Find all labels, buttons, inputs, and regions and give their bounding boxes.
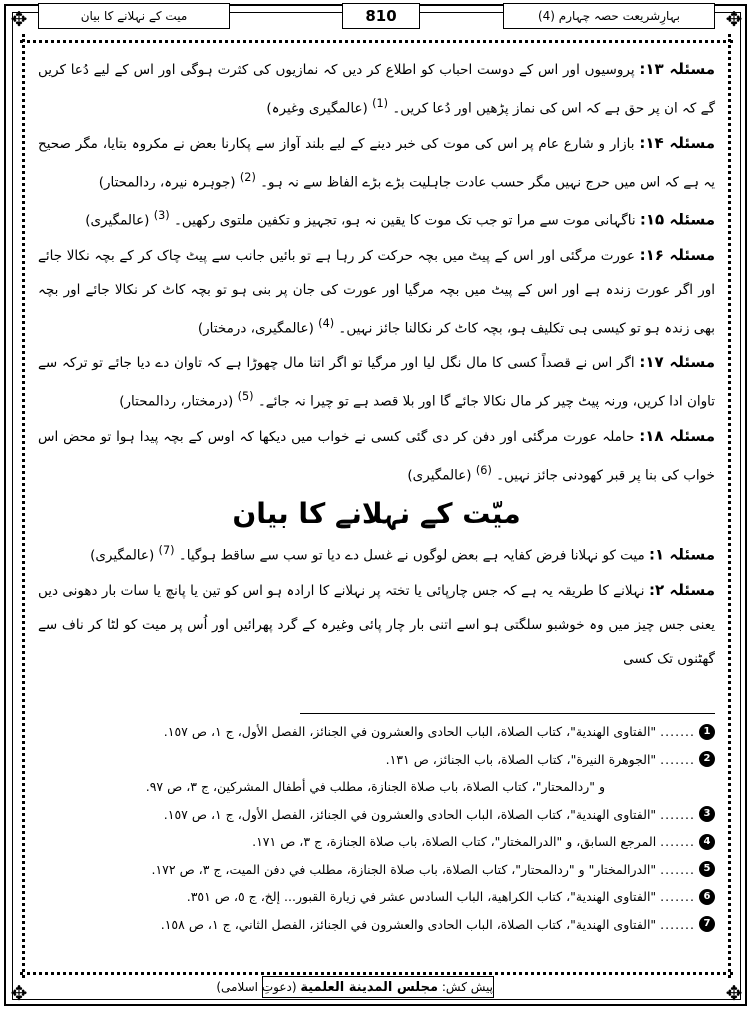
chapter-title: میت کے نہلانے کا بیان [38,3,230,29]
footnote-ref: (5) [237,390,254,403]
page-number: 810 [342,3,420,29]
masala-text: حاملہ عورت مرگئی اور دفن کر دی گئی کسی نے خواب میں دیکھا کہ اوس کے بچہ پیدا ہوا تو محض اس خواب کی بنا پر قبر کھودنی جائز نہیں۔ [38,428,715,483]
masala-source: (عالمگیری) [90,547,155,564]
footnote-ref: (2) [239,170,256,184]
masala-source: (عالمگیری وغیرہ) [266,100,368,117]
footnote-item [60,718,715,746]
footnote-item [60,801,715,829]
footnote-ref: (7) [158,544,175,557]
masala-label: مسئلہ ۱۳: [639,60,715,78]
footnote-ref: (6) [475,463,492,477]
footnote-leader: ....... [660,916,695,932]
corner-ornament-icon: ✥ [725,981,743,1005]
footnote-number: 7 [699,916,715,932]
footnote-item [60,911,715,939]
masala-text: پروسیوں اور اس کے دوست احباب کو اطلاع کر دیں کہ نمازیوں کی کثرت ہوگی اور اس کے لیے دُعا کریں گے کہ ان پر حق ہے کہ اس کی نماز پڑھیں اور دُعا کریں۔ [38,62,715,117]
footnote-text: و "ردالمحتار"، كتاب الصلاة، باب صلاة الجنازة، مطلب في أطفال المشركين، ج ٣، ص ٩٧. [145,779,605,794]
corner-ornament-icon: ✥ [10,981,28,1005]
footnote-text: "الفتاوى الهندية"، كتاب الصلاة، الباب الحادى والعشرون في الجنائز، الفصل الأول، ج ١، ص ١٥٧. [163,806,657,822]
footnote-text: "الفتاوى الهندية"، كتاب الكراهية، الباب السادس عشر في زيارة القبور... إلخ، ج ٥، ص ٣٥١. [186,889,657,904]
footnote-item [60,883,715,911]
masala-label: مسئلہ ۱۴: [639,133,716,152]
section-masala-1 [38,534,715,573]
footnote-continuation [60,773,715,801]
book-title: بہارِشریعت حصہ چہارم (4) [503,3,715,29]
masala-text: میت کو نہلانا فرض کفایہ ہے بعض لوگوں نے غسل دے دیا تو سب سے ساقط ہوگیا۔ [178,547,645,564]
masala-15 [38,199,715,238]
masala-label: مسئلہ ۱۶: [639,245,715,264]
corner-ornament-icon: ✥ [725,7,743,31]
main-content [38,52,715,676]
publisher-box [216,976,494,998]
footnote-leader: ....... [660,889,695,904]
publisher-subtitle: (دعوتِ اسلامی) [216,980,297,994]
masala-text: اگر اس نے قصداً کسی کا مال نگل لیا اور مرگیا تو اگر اتنا مال چھوڑا ہے کہ تاوان دے دیا جائے تو ترکہ سے تاوان ادا کریں، ورنہ پیٹ چیر کر مال نکالا جائے گا اور بلا قصد ہے تو چیرا نہ جائے۔ [38,355,715,410]
footnote-divider [300,713,715,714]
publisher-name: مجلس المدينة العلمية [300,980,439,995]
footnotes [60,718,715,938]
footnote-ref: (1) [372,97,389,110]
masala-source: (عالمگیری، درمختار) [197,320,314,336]
footnote-item [60,828,715,856]
footnote-leader: ....... [660,834,695,849]
masala-text: عورت مرگئی اور اس کے پیٹ میں بچہ حرکت کر رہا ہے تو بائیں جانب سے پیٹ چاک کر کے بچہ نکالا جائے اور اگر عورت زندہ ہے اور اس کے پیٹ میں بچہ مرگیا اور عورت کی جان پر بنی ہو تو بچہ کاٹ کر نکالا جائے اور بچہ بھی زندہ ہو تو کیسی ہی تکلیف ہو، بچہ کاٹ کر نکالنا جائز نہیں۔ [38,247,715,336]
masala-text: ناگہانی موت سے مرا تو جب تک موت کا یقین نہ ہو، تجہیز و تکفین ملتوی رکھیں۔ [173,212,636,229]
border-dots-top [20,40,733,43]
footnote-number: 4 [699,834,715,850]
footnote-item [60,746,715,774]
masala-13 [38,52,715,126]
masala-source: (درمختار، ردالمحتار) [119,393,234,410]
footnote-leader: ....... [660,724,695,739]
footnote-text: "الدرالمختار" و "ردالمحتار"، كتاب الصلاة، باب صلاة الجنازة، مطلب في دفن الميت، ج ٣، ص ١٧٢. [151,861,657,877]
footnote-item [60,856,715,884]
section-heading: میّت کے نہلانے کا بیان [232,497,521,530]
masala-label: مسئلہ ۱۷: [639,353,715,371]
footnote-text: "الفتاوى الهندية"، كتاب الصلاة، الباب الحادى والعشرون في الجنائز، الفصل الثاني، ج ١، ص ١٥٨. [160,916,657,932]
masala-16 [38,238,715,346]
masala-source: (عالمگیری) [85,212,150,229]
border-dots-right [728,34,731,978]
footnote-text: "الجوهرة النيرة"، كتاب الصلاة، باب الجنائز، ص ١٣١. [385,751,657,767]
border-dots-left [22,34,25,978]
masala-label: مسئلہ ۱: [649,545,715,564]
masala-label: مسئلہ ۲: [648,580,715,599]
masala-label: مسئلہ ۱۵: [639,210,715,229]
footnote-text: المرجع السابق، و "الدرالمختار"، كتاب الصلاة، باب صلاة الجنازة، ج ٣، ص ١٧١. [252,834,657,849]
masala-text: بازار و شارع عام پر اس کی موت کی خبر دینے کے لیے بلند آواز سے پکارنا بعض نے مکروہ بتایا، مگر صحیح یہ ہے کہ اس میں حرج نہیں مگر حسب عادت جاہلیت بڑے بڑے الفاظ سے نہ ہو۔ [38,135,715,190]
footnote-number: 2 [699,751,715,767]
presenter-label: پیش کش: [441,980,493,994]
page-footer [0,976,753,998]
masala-label: مسئلہ ۱۸: [639,426,715,445]
page-header [28,3,725,29]
masala-source: (عالمگیری) [407,467,472,483]
footnote-text: "الفتاوى الهندية"، كتاب الصلاة، الباب الحادى والعشرون في الجنائز، الفصل الأول، ج ١، ص ١٥٧. [163,724,657,739]
masala-17 [38,345,715,419]
footnote-leader: ....... [660,861,695,877]
footnote-leader: ....... [660,806,695,822]
border-dots-bottom [20,972,733,975]
corner-ornament-icon: ✥ [10,7,28,31]
masala-18 [38,419,715,493]
footnote-leader: ....... [660,751,695,767]
masala-text: نہلانے کا طریقہ یہ ہے کہ جس چارپائی یا تختہ پر نہلانے کا ارادہ ہو اس کو تین یا پانچ یا سات بار دھونی دیں یعنی جس چیز میں وہ خوشبو سلگتی ہو اسے اتنی بار چار پائی وغیرہ کے گرد پھرائیں اور اُس پر میت کو لٹا کر ناف سے گھٹنوں تک کسی [38,582,715,667]
footnote-ref: (4) [318,316,335,330]
footnote-number: 5 [699,861,715,877]
footnote-number: 1 [699,724,715,740]
masala-source: (جوہرہ نیرہ، ردالمحتار) [98,174,236,190]
masala-14 [38,126,715,200]
footnote-ref: (3) [153,209,170,222]
section-masala-2 [38,573,715,676]
footnote-number: 3 [699,806,715,822]
footnote-number: 6 [699,889,715,905]
